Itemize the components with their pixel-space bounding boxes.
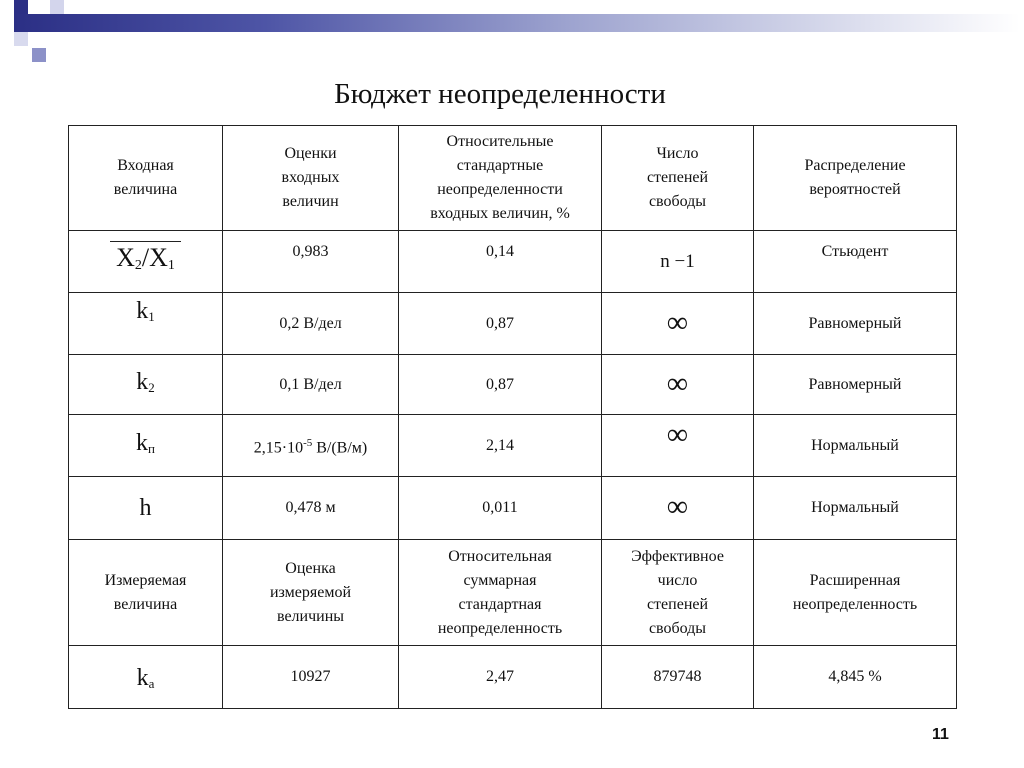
symbol-x2-over-x1: $X_2/X_1$: [69, 231, 223, 293]
cell-estimate: 0,983: [223, 231, 399, 293]
table-row: [69, 415, 957, 477]
table-row: [69, 477, 957, 540]
header-distribution: Распределение вероятностей: [754, 126, 957, 231]
cell-dof: 879748: [602, 646, 754, 709]
symbol-k2: $k_2$: [69, 355, 223, 415]
header-input-quantity: Входная величина: [69, 126, 223, 231]
infinity-symbol: ∞: [602, 293, 754, 355]
cell-distribution: Равномерный: [754, 293, 957, 355]
cell-rel-uncertainty: 0,14: [399, 231, 602, 293]
corner-square-4: [14, 32, 28, 46]
header-degrees-of-freedom: Число степеней свободы: [602, 126, 754, 231]
cell-estimate: 0,478 м: [223, 477, 399, 540]
header-relative-uncertainty: Относительные стандартные неопределенности входных величин, %: [399, 126, 602, 231]
symbol-ka: $k_a$: [69, 646, 223, 709]
symbol-k1: $k_1$: [69, 293, 223, 355]
header-gradient-bar: [14, 14, 1020, 32]
corner-square-5: [32, 48, 46, 62]
corner-square-3: [50, 0, 64, 14]
infinity-symbol: ∞: [602, 477, 754, 540]
header-expanded-uncertainty: Расширенная неопределенность: [754, 540, 957, 646]
table-header-row: [69, 126, 957, 231]
cell-distribution: Нормальный: [754, 477, 957, 540]
table-row-final: [69, 646, 957, 709]
header-input-estimates: Оценки входных величин: [223, 126, 399, 231]
uncertainty-budget-table: [68, 125, 957, 709]
cell-estimate: $2,15\cdot 10^{-5}$ В/(В/м): [223, 415, 399, 477]
table-row: [69, 293, 957, 355]
table-row: [69, 355, 957, 415]
page-number: 11: [932, 726, 949, 743]
cell-estimate: 10927: [223, 646, 399, 709]
slide-title: Бюджет неопределенности: [334, 78, 666, 110]
cell-rel-uncertainty: 0,011: [399, 477, 602, 540]
cell-estimate: 0,1 В/дел: [223, 355, 399, 415]
cell-rel-uncertainty: 0,87: [399, 293, 602, 355]
cell-estimate: 0,2 В/дел: [223, 293, 399, 355]
table-row: [69, 231, 957, 293]
cell-distribution: Стьюдент: [754, 231, 957, 293]
header-effective-dof: Эффективное число степеней свободы: [602, 540, 754, 646]
cell-rel-uncertainty: 2,14: [399, 415, 602, 477]
symbol-kp: $k_п$: [69, 415, 223, 477]
header-combined-uncertainty: Относительная суммарная стандартная неопределенность: [399, 540, 602, 646]
infinity-symbol: ∞: [602, 355, 754, 415]
cell-dof: n −1: [602, 231, 754, 293]
cell-rel-uncertainty: 2,47: [399, 646, 602, 709]
cell-rel-uncertainty: 0,87: [399, 355, 602, 415]
header-measured-quantity: Измеряемая величина: [69, 540, 223, 646]
table-header-row-2: [69, 540, 957, 646]
infinity-symbol: ∞: [602, 415, 754, 477]
cell-distribution: Нормальный: [754, 415, 957, 477]
header-measured-estimate: Оценка измеряемой величины: [223, 540, 399, 646]
cell-distribution: Равномерный: [754, 355, 957, 415]
symbol-h: h: [69, 477, 223, 540]
corner-square-1: [14, 0, 28, 14]
cell-expanded-uncertainty: 4,845 %: [754, 646, 957, 709]
